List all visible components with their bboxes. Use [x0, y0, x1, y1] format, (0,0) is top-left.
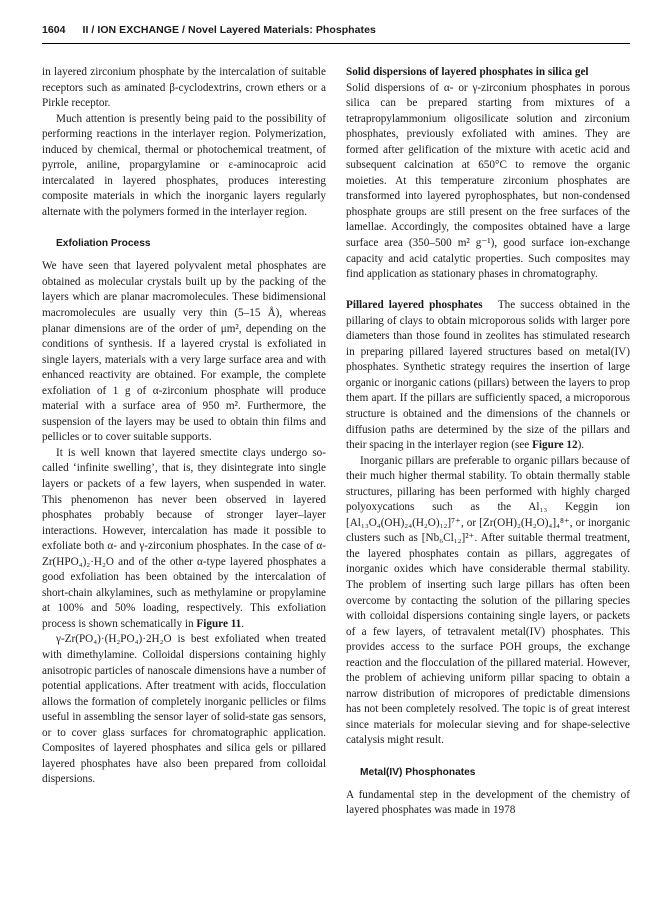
figure-reference-11[interactable]: Figure 11	[196, 617, 242, 630]
running-header	[42, 24, 376, 36]
body-paragraph: A fundamental step in the development of the chemistry of layered phosphates was made in 1978	[346, 788, 630, 817]
paragraph-text: ).	[577, 439, 585, 452]
body-paragraph: We have seen that layered polyvalent metal phosphates are obtained as molecular crystals built up by the packing of the layers which are planar macromolecules. These bidimensional macromolecules are usually very thin (5–15 Å), whereas planar dimensions are of the order of μm², depending on the conditions of synthesis. If a layered crystal is exfoliated in single layers, materials with a very large surface area and with enhanced reactivity are obtained. For example, the complete exfoliation of 1 g of α-zirconium phosphate will produce material with a surface area of 950 m². Furthermore, the suspension of the layers may be used to obtain thin films and pellicles or to cover suitable supports.	[42, 260, 326, 444]
paragraph-text: It is well known that layered smectite clays undergo so-called ‘infinite swelling’, that is, they disintegrate into single layers or packets of a few layers, when suspended in water. This phenomenon has never been observed in layered phosphates probably because of stronger layer–layer interactions. However, intercalation has made it possible to exfoliate both α- and γ-zirconium phosphates. In the case of α-Zr(HPO₄)₂·H₂O and of the other α-type layered phosphates a good exfoliation has been obtained by the intercalation of short-chain alkylamines, such as methylamine or propylamine at 100% and 50% loading, respectively. This exfoliation process is shown schematically in	[42, 446, 326, 630]
subsection-heading-dispersions: Solid dispersions of layered phosphates in silica gel	[346, 66, 589, 78]
body-paragraph: Inorganic pillars are preferable to organic pillars because of their much higher thermal stability. To obtain thermally stable structures, pillaring has been performed with highly charged polyoxycations such as the Al₁₃ Keggin ion [Al₁₃O₄(OH)₂₄(H₂O)₁₂]⁷⁺, or [Zr(OH)₂(H₂O)₄]₄⁸⁺, or inorganic clusters such as [Nb₆Cl₁₂]²⁺. After suitable thermal treatment, the layered phosphates contain as pillars, aggregates of inorganic oxides which have considerable thermal stability. The problem of inserting such large pillars has often been overcome by contacting the solution of the pillaring species with colloidal dispersions containing single layers, or packets of a few layers, of tetravalent metal(IV) phosphates. This provides access to the surface POH groups, the exchange reaction and the flocculation of the pillared material. However, the problem of achieving uniform pillar spacing to obtain a narrow distribution of micropores of predictable dimensions has not been completely resolved. The topic is of great interest since materials for molecular sieving and for shape-selective catalysis might result.	[346, 454, 630, 747]
body-paragraph: Solid dispersions of α- or γ-zirconium phosphates in porous silica can be prepared starting from mixtures of a tetrapropylammonium oligosilicate solution and zirconium phosphates, previously exfoliated with amines. They are formed after gelification of the mixture with acetic acid and subsequent calcination at 650°C to remove the organic moieties. At this temperature zirconium phosphates are transformed into layered pyrophosphates, but non-condensed phosphate groups are still present on the free surfaces of the lamellae. Accordingly, the composites obtained have a large surface area (350–500 m² g⁻¹), good surface ion-exchange capacity and acid catalytic properties. Such composites may find application as stationary phases in chromatography.	[346, 81, 630, 281]
paragraph-text: The success obtained in the pillaring of clays to obtain microporous solids with larger pore diameters than those found in zeolites has stimulated research in preparing pillared layered structures based on metal(IV) phosphates. Synthetic strategy requires the insertion of large organic or inorganic cations (pillars) between the layers to prop them apart. If the pillars are sufficiently spaced, a microporous structure is obtained and the dimensions of the channels or diffusion paths are determined by the size of the pillars and their spacing in the interlayer region (see	[346, 299, 631, 452]
page-number: 1604	[42, 24, 66, 36]
header-rule	[42, 43, 630, 44]
right-column	[346, 65, 630, 819]
body-paragraph: Much attention is presently being paid to the possibility of performing reactions in the interlayer region. Polymerization, induced by chemical, thermal or photochemical treatment, of pyrrole, aniline, propargylamine or ε-aminocaproic acid intercalated in layered phosphates, produces interesting composite materials in which the inorganic layers regularly alternate with the polymers formed in the interlayer region.	[42, 112, 326, 218]
body-paragraph: in layered zirconium phosphate by the intercalation of suitable receptors such as aminated β-cyclodextrins, crown ethers or a Pirkle receptor.	[42, 66, 326, 110]
running-title: II / ION EXCHANGE / Novel Layered Materials: Phosphates	[82, 24, 376, 36]
runin-heading-pillared: Pillared layered phosphates	[346, 299, 483, 312]
figure-reference-12[interactable]: Figure 12	[532, 439, 578, 452]
body-paragraph	[346, 298, 630, 453]
paragraph-text: .	[241, 617, 245, 630]
left-column	[42, 65, 326, 788]
section-heading-phosphonates: Metal(IV) Phosphonates	[360, 766, 476, 778]
body-paragraph: γ-Zr(PO₄)·(H₂PO₄)·2H₂O is best exfoliated when treated with dimethylamine. Colloidal dispersions containing highly anisotropic particles of nanoscale dimensions have a number of potential applications. After treatment with acids, flocculation allows the formation of completely inorganic pellicles or films useful in assembling the sensor layer of solid-state gas sensors, or to cover glass surfaces for chromatographic application. Composites of layered phosphates and silica gels or pillared layered phosphates have also been prepared from colloidal dispersions.	[42, 633, 326, 786]
body-paragraph	[42, 446, 326, 633]
section-heading-exfoliation: Exfoliation Process	[56, 237, 151, 249]
